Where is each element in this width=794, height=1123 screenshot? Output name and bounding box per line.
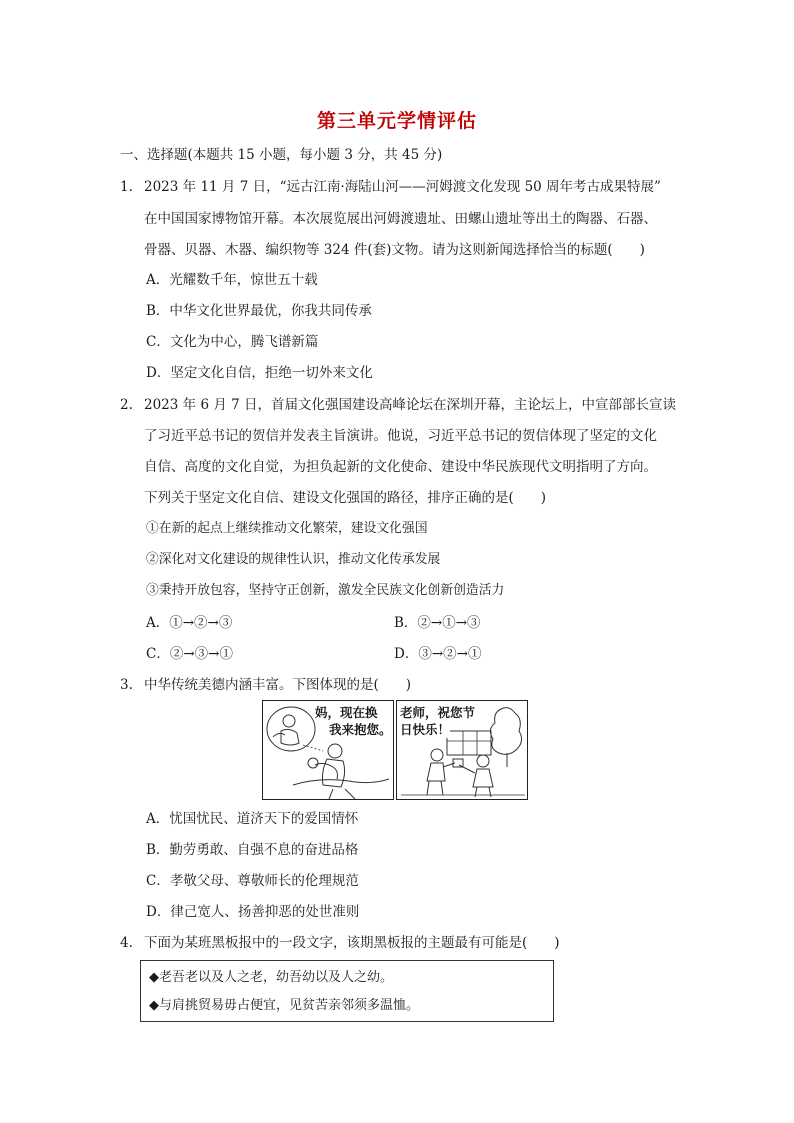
question-2-statement-3: ③秉持开放包容，坚持守正创新，激发全民族文化创新创造活力 <box>146 583 505 598</box>
question-3-number: 3. <box>120 677 133 693</box>
question-3-option-c[interactable]: C．孝敬父母、尊敬师长的伦理规范 <box>146 873 359 889</box>
question-2-option-b[interactable]: B．②→①→③ <box>394 615 481 631</box>
question-1-stem-line: 在中国国家博物馆开幕。本次展览展出河姆渡遗址、田螺山遗址等出土的陶器、石器、 <box>144 211 657 227</box>
question-1-option-b[interactable]: B．中华文化世界最优，你我共同传承 <box>146 303 372 319</box>
question-2-stem-line: 自信、高度的文化自觉，为担负起新的文化使命、建设中华民族现代文明指明了方向。 <box>144 459 657 475</box>
question-2-option-c[interactable]: C．②→③→① <box>146 646 233 662</box>
question-2-statement-1: ①在新的起点上继续推动文化繁荣，建设文化强国 <box>146 521 428 536</box>
question-3-option-b[interactable]: B．勤劳勇敢、自强不息的奋进品格 <box>146 842 359 858</box>
comic-illustration <box>262 700 528 800</box>
question-1-stem-line: 骨器、贝器、木器、编织物等 324 件(套)文物。请为这则新闻选择恰当的标题( ) <box>144 242 645 258</box>
question-1-option-d[interactable]: D．坚定文化自信，拒绝一切外来文化 <box>146 365 373 381</box>
comic-panel-mother <box>262 700 394 800</box>
question-1-option-c[interactable]: C．文化为中心，腾飞谱新篇 <box>146 334 319 350</box>
comic-panel-teacher <box>396 700 528 800</box>
student-speech-line-2: 日快乐！ <box>400 722 451 737</box>
student-speech-line-1: 老师，祝您节 <box>400 705 476 720</box>
question-2-option-a[interactable]: A．①→②→③ <box>146 615 233 631</box>
question-4-number: 4. <box>120 935 133 951</box>
mother-speech-line-2: 我来抱您。 <box>329 722 392 737</box>
question-4-stem-line: 下面为某班黑板报中的一段文字，该期黑板报的主题最有可能是( ) <box>144 935 560 951</box>
quote-line-1: ◆老吾老以及人之老，幼吾幼以及人之幼。 <box>149 970 393 985</box>
blackboard-quote-box <box>140 960 554 1022</box>
question-2-option-d[interactable]: D．③→②→① <box>394 646 482 662</box>
question-3-stem-line: 中华传统美德内涵丰富。下图体现的是( ) <box>144 677 412 693</box>
question-2-stem-line: 下列关于坚定文化自信、建设文化强国的路径，排序正确的是( ) <box>144 490 547 506</box>
question-3-option-d[interactable]: D．律己宽人、扬善抑恶的处世准则 <box>146 904 360 920</box>
section-header: 一、选择题(本题共 15 小题，每小题 3 分，共 45 分) <box>120 147 443 163</box>
question-1-stem-line: 2023 年 11 月 7 日，“远古江南·海陆山河——河姆渡文化发现 50 周年考古成果特展” <box>144 179 661 195</box>
question-2-statement-2: ②深化对文化建设的规律性认识，推动文化传承发展 <box>146 552 441 567</box>
question-1-option-a[interactable]: A．光耀数千年，惊世五十载 <box>146 272 318 288</box>
question-3-option-a[interactable]: A．忧国忧民、道济天下的爱国情怀 <box>146 811 359 827</box>
question-1-number: 1. <box>120 179 133 195</box>
page-title: 第三单元学情评估 <box>316 110 477 132</box>
question-2-number: 2. <box>120 397 133 413</box>
question-2-stem-line: 2023 年 6 月 7 日，首届文化强国建设高峰论坛在深圳开幕，主论坛上，中宣部部长宣读 <box>144 397 676 413</box>
quote-line-2: ◆与肩挑贸易毋占便宜，见贫苦亲邻须多温恤。 <box>149 998 419 1013</box>
question-2-stem-line: 了习近平总书记的贺信并发表主旨演讲。他说，习近平总书记的贺信体现了坚定的文化 <box>144 428 657 444</box>
mother-speech-line-1: 妈，现在换 <box>315 705 378 720</box>
